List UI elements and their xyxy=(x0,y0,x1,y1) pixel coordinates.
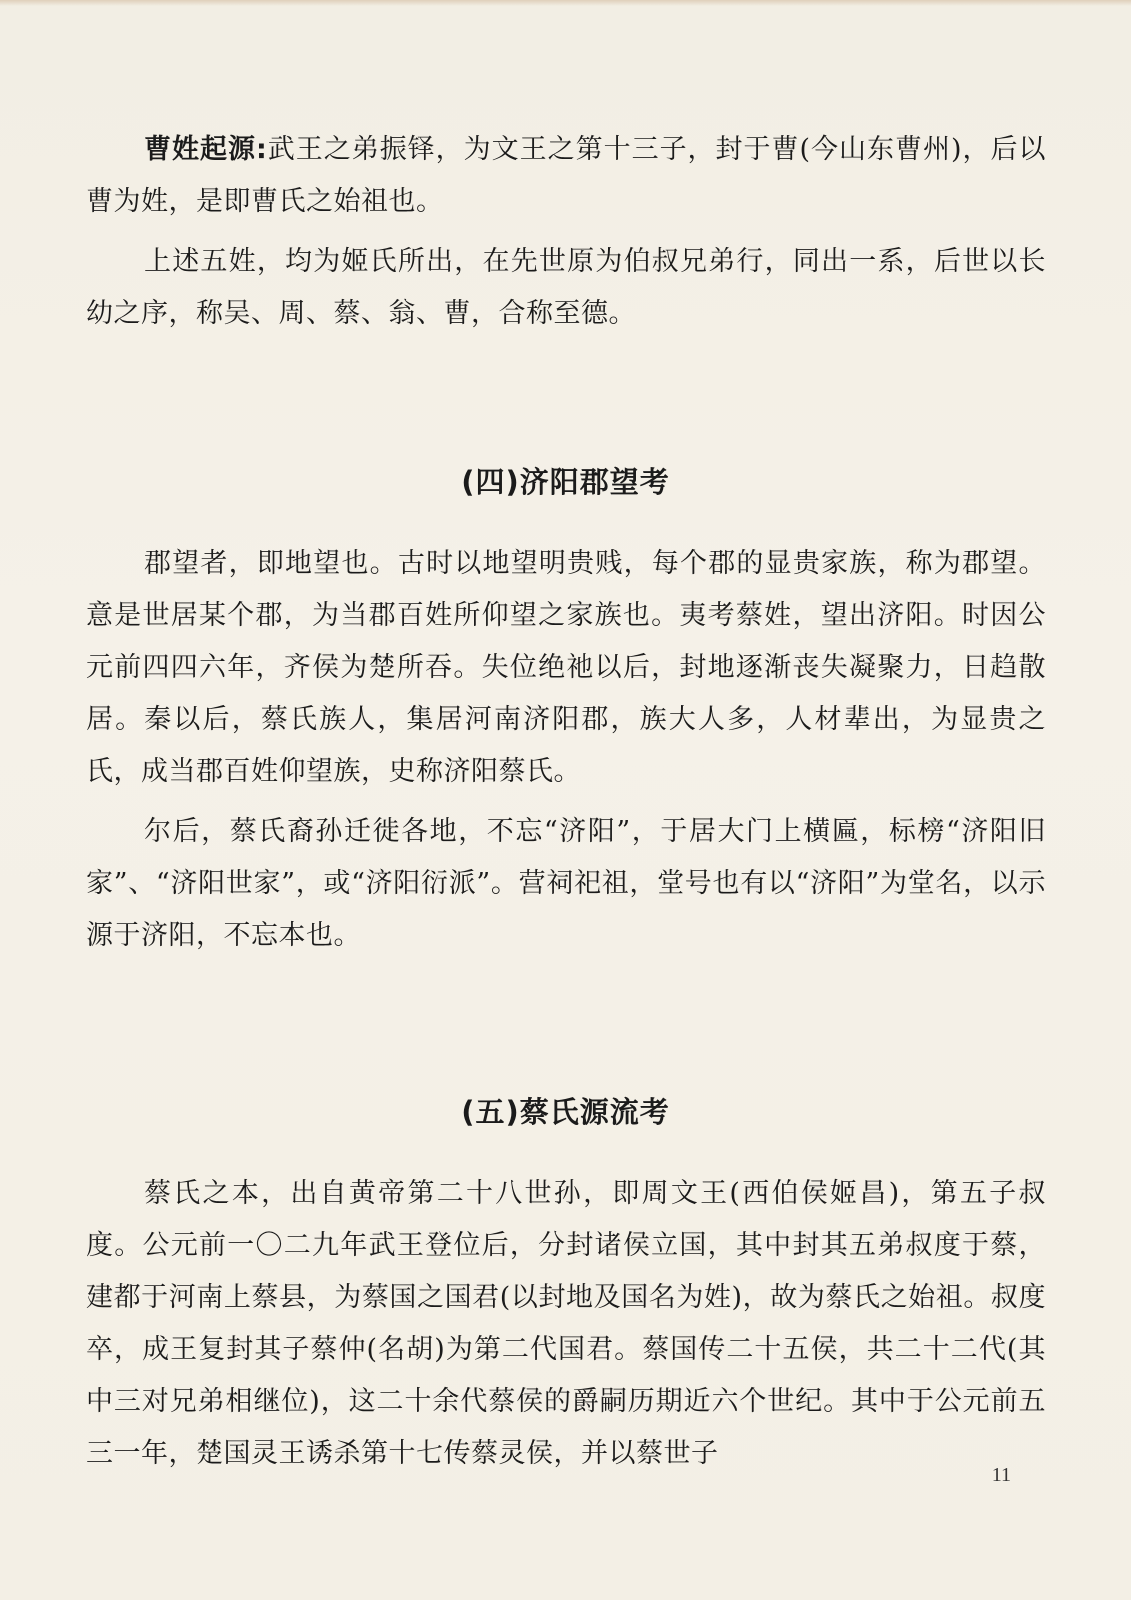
page-number: 11 xyxy=(991,1464,1011,1486)
cao-origin-text: 武王之弟振铎，为文王之第十三子，封于曹(今山东曹州)，后以曹为姓，是即曹氏之始祖也。 xyxy=(86,134,1046,217)
cao-origin-lead: 曹姓起源: xyxy=(144,134,268,165)
section-4-body xyxy=(86,538,1046,962)
section-4-paragraph-1: 郡望者，即地望也。古时以地望明贵贱，每个郡的显贵家族，称为郡望。意是世居某个郡，为当郡百姓所仰望之家族也。夷考蔡姓，望出济阳。时因公元前四四六年，齐侯为楚所吞。失位绝祂以后，封地逐渐丧失凝聚力，日趋散居。秦以后，蔡氏族人，集居河南济阳郡，族大人多，人材辈出，为显贵之氏，成当郡百姓仰望族，史称济阳蔡氏。 xyxy=(86,548,1046,787)
section-5-paragraph-1: 蔡氏之本，出自黄帝第二十八世孙，即周文王(西伯侯姬昌)，第五子叔度。公元前一〇二九年武王登位后，分封诸侯立国，其中封其五弟叔度于蔡，建都于河南上蔡县，为蔡国之国君(以封地及国名为姓)，故为蔡氏之始祖。叔度卒，成王复封其子蔡仲(名胡)为第二代国君。蔡国传二十五侯，共二十二代(其中三对兄弟相继位)，这二十余代蔡侯的爵嗣历期近六个世纪。其中于公元前五三一年，楚国灵王诱杀第十七传蔡灵侯，并以蔡世子 xyxy=(86,1178,1046,1469)
section-4-title: (四)济阳郡望考 xyxy=(461,465,670,499)
section-5-body xyxy=(86,1168,1046,1480)
five-surnames-paragraph: 上述五姓，均为姬氏所出，在先世原为伯叔兄弟行，同出一系，后世以长幼之序，称吴、周、蔡、翁、曹，合称至德。 xyxy=(86,246,1046,329)
intro-block xyxy=(86,124,1046,340)
section-4-paragraph-2: 尔后，蔡氏裔孙迁徙各地，不忘“济阳”，于居大门上横匾，标榜“济阳旧家”、“济阳世家”，或“济阳衍派”。营祠祀祖，堂号也有以“济阳”为堂名，以示源于济阳，不忘本也。 xyxy=(86,816,1046,951)
cao-origin-paragraph xyxy=(86,124,1046,228)
section-5-title: (五)蔡氏源流考 xyxy=(461,1095,670,1129)
